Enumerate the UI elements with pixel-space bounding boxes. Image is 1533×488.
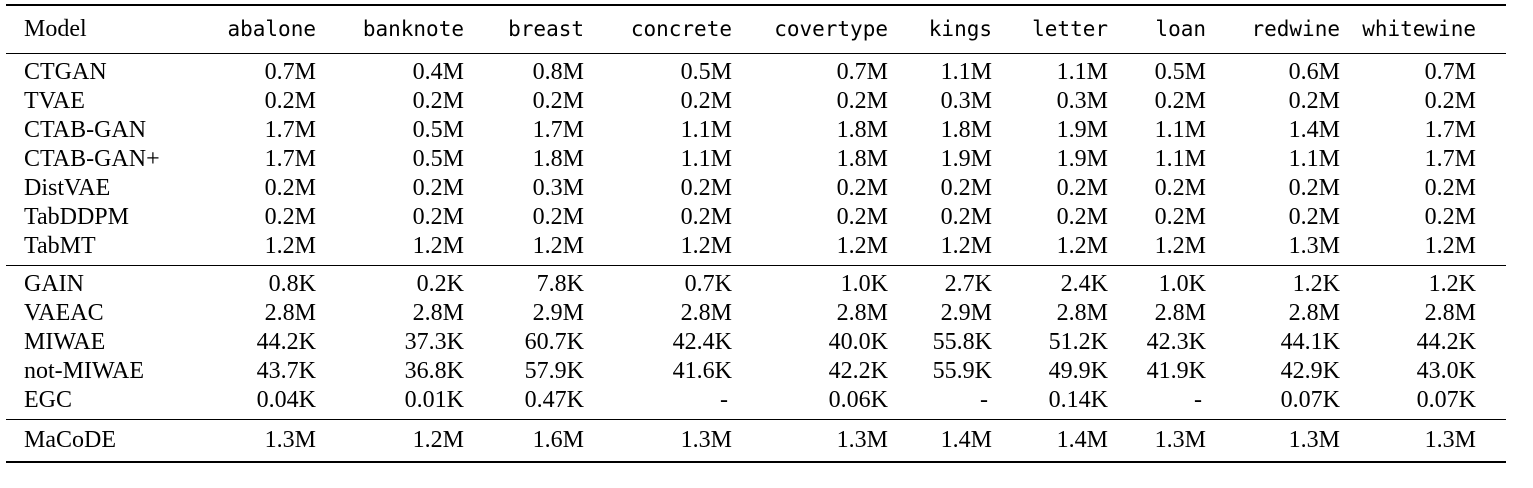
row-group-3 <box>6 420 1506 463</box>
value-cell-breast: 0.47K <box>464 386 584 420</box>
model-name-cell: DistVAE <box>24 175 111 201</box>
value-cell-concrete: 1.2M <box>584 232 732 266</box>
header-model: Model <box>6 5 176 54</box>
value-cell-abalone: 1.3M <box>176 420 316 463</box>
value-cell-whitewine: 1.3M <box>1340 420 1506 463</box>
value-cell-redwine: 1.3M <box>1206 232 1340 266</box>
table-row <box>6 328 1506 357</box>
value-cell-abalone: 0.2M <box>264 204 316 230</box>
value-cell-covertype: 1.3M <box>732 420 888 463</box>
value-cell-covertype: 0.2M <box>836 204 888 230</box>
value-cell-breast: 2.9M <box>532 300 584 326</box>
value-cell-covertype: 1.8M <box>836 146 888 172</box>
value-cell-covertype: 2.8M <box>836 300 888 326</box>
value-cell-abalone: 0.2M <box>264 88 316 114</box>
value-cell-redwine: 1.2K <box>1292 271 1340 297</box>
value-cell-concrete: 41.6K <box>672 358 732 384</box>
row-group-2 <box>6 266 1506 420</box>
value-cell-whitewine: 0.07K <box>1340 386 1506 420</box>
value-cell-letter: 1.4M <box>992 420 1108 463</box>
table-row <box>6 266 1506 300</box>
parameter-count-table-container <box>6 4 1506 463</box>
value-cell-breast: 57.9K <box>524 358 584 384</box>
value-cell-covertype: 1.0K <box>840 271 888 297</box>
value-cell-redwine: 0.2M <box>1288 88 1340 114</box>
value-cell-covertype: 0.2M <box>836 88 888 114</box>
value-cell-loan: 1.1M <box>1154 117 1206 143</box>
value-cell-kings: 1.4M <box>888 420 992 463</box>
value-cell-redwine: 0.07K <box>1206 386 1340 420</box>
value-cell-concrete: 1.1M <box>680 146 732 172</box>
parameter-count-table <box>6 4 1506 463</box>
value-cell-kings: 0.2M <box>940 204 992 230</box>
value-cell-letter: 2.4K <box>1060 271 1108 297</box>
value-cell-letter: 0.3M <box>1056 88 1108 114</box>
model-name-cell: VAEAC <box>24 300 104 326</box>
value-cell-banknote: 0.5M <box>412 117 464 143</box>
value-cell-loan: - <box>1108 386 1206 420</box>
value-cell-redwine: 0.2M <box>1288 175 1340 201</box>
value-cell-kings: 55.8K <box>932 329 992 355</box>
table-row <box>6 87 1506 116</box>
value-cell-breast: 1.7M <box>532 117 584 143</box>
model-name-cell: CTAB-GAN <box>24 117 147 143</box>
value-cell-banknote: 0.2M <box>412 204 464 230</box>
value-cell-breast: 0.8M <box>532 59 584 85</box>
value-cell-redwine: 44.1K <box>1280 329 1340 355</box>
header-concrete: concrete <box>584 5 732 54</box>
value-cell-breast: 0.2M <box>532 88 584 114</box>
value-cell-breast: 1.2M <box>464 232 584 266</box>
value-cell-concrete: 0.7K <box>684 271 732 297</box>
table-header <box>6 5 1506 54</box>
value-cell-breast: 60.7K <box>524 329 584 355</box>
value-cell-whitewine: 0.7M <box>1424 59 1476 85</box>
value-cell-covertype: 0.06K <box>732 386 888 420</box>
header-covertype: covertype <box>732 5 888 54</box>
value-cell-redwine: 1.1M <box>1288 146 1340 172</box>
value-cell-concrete: - <box>584 386 732 420</box>
header-breast: breast <box>464 5 584 54</box>
value-cell-letter: 0.2M <box>1056 175 1108 201</box>
value-cell-redwine: 1.4M <box>1288 117 1340 143</box>
value-cell-abalone: 1.7M <box>264 117 316 143</box>
value-cell-loan: 0.2M <box>1154 175 1206 201</box>
value-cell-abalone: 1.7M <box>264 146 316 172</box>
value-cell-covertype: 40.0K <box>828 329 888 355</box>
value-cell-banknote: 0.01K <box>316 386 464 420</box>
value-cell-loan: 1.0K <box>1158 271 1206 297</box>
value-cell-concrete: 0.2M <box>680 88 732 114</box>
value-cell-letter: 1.2M <box>992 232 1108 266</box>
table-row <box>6 54 1506 88</box>
value-cell-loan: 1.3M <box>1108 420 1206 463</box>
value-cell-letter: 1.9M <box>1056 146 1108 172</box>
value-cell-whitewine: 43.0K <box>1416 358 1476 384</box>
value-cell-loan: 41.9K <box>1146 358 1206 384</box>
table-row <box>6 232 1506 266</box>
value-cell-banknote: 0.2M <box>412 175 464 201</box>
value-cell-covertype: 1.2M <box>732 232 888 266</box>
table-row <box>6 357 1506 386</box>
value-cell-banknote: 0.2M <box>412 88 464 114</box>
value-cell-kings: 55.9K <box>932 358 992 384</box>
value-cell-banknote: 2.8M <box>412 300 464 326</box>
value-cell-concrete: 0.5M <box>680 59 732 85</box>
table-row <box>6 420 1506 463</box>
value-cell-concrete: 1.1M <box>680 117 732 143</box>
model-name-cell: EGC <box>6 386 176 420</box>
value-cell-whitewine: 44.2K <box>1416 329 1476 355</box>
value-cell-whitewine: 1.7M <box>1424 117 1476 143</box>
value-cell-breast: 0.2M <box>532 204 584 230</box>
value-cell-kings: 2.9M <box>940 300 992 326</box>
value-cell-abalone: 0.7M <box>264 59 316 85</box>
value-cell-letter: 51.2K <box>1048 329 1108 355</box>
value-cell-abalone: 0.8K <box>268 271 316 297</box>
model-name-cell: CTAB-GAN+ <box>24 146 160 172</box>
value-cell-breast: 0.3M <box>532 175 584 201</box>
value-cell-loan: 1.1M <box>1154 146 1206 172</box>
header-loan: loan <box>1108 5 1206 54</box>
value-cell-loan: 0.2M <box>1154 204 1206 230</box>
value-cell-kings: 1.2M <box>888 232 992 266</box>
header-redwine: redwine <box>1206 5 1340 54</box>
value-cell-breast: 1.8M <box>532 146 584 172</box>
value-cell-kings: 1.8M <box>940 117 992 143</box>
table-row <box>6 174 1506 203</box>
header-letter: letter <box>992 5 1108 54</box>
value-cell-letter: 1.1M <box>1056 59 1108 85</box>
value-cell-kings: 0.3M <box>940 88 992 114</box>
table-row <box>6 386 1506 420</box>
value-cell-loan: 0.5M <box>1154 59 1206 85</box>
value-cell-abalone: 2.8M <box>264 300 316 326</box>
model-name-cell: CTGAN <box>24 59 107 85</box>
table-row <box>6 145 1506 174</box>
value-cell-kings: 0.2M <box>940 175 992 201</box>
value-cell-banknote: 1.2M <box>316 420 464 463</box>
header-banknote: banknote <box>316 5 464 54</box>
value-cell-covertype: 0.2M <box>836 175 888 201</box>
value-cell-whitewine: 0.2M <box>1424 88 1476 114</box>
model-name-cell: GAIN <box>24 271 84 297</box>
row-group-1 <box>6 54 1506 266</box>
value-cell-abalone: 0.2M <box>264 175 316 201</box>
value-cell-loan: 2.8M <box>1154 300 1206 326</box>
value-cell-redwine: 2.8M <box>1288 300 1340 326</box>
value-cell-banknote: 36.8K <box>404 358 464 384</box>
value-cell-letter: 49.9K <box>1048 358 1108 384</box>
value-cell-loan: 0.2M <box>1154 88 1206 114</box>
header-row <box>6 5 1506 54</box>
table-row <box>6 116 1506 145</box>
value-cell-redwine: 0.2M <box>1288 204 1340 230</box>
value-cell-whitewine: 2.8M <box>1424 300 1476 326</box>
value-cell-kings: 2.7K <box>944 271 992 297</box>
value-cell-kings: 1.1M <box>940 59 992 85</box>
value-cell-concrete: 2.8M <box>680 300 732 326</box>
value-cell-redwine: 1.3M <box>1206 420 1340 463</box>
value-cell-whitewine: 1.2K <box>1428 271 1476 297</box>
value-cell-loan: 1.2M <box>1108 232 1206 266</box>
value-cell-banknote: 0.4M <box>412 59 464 85</box>
value-cell-abalone: 43.7K <box>256 358 316 384</box>
value-cell-abalone: 44.2K <box>256 329 316 355</box>
value-cell-kings: - <box>888 386 992 420</box>
value-cell-concrete: 42.4K <box>672 329 732 355</box>
header-whitewine: whitewine <box>1340 5 1506 54</box>
value-cell-letter: 0.2M <box>1056 204 1108 230</box>
value-cell-banknote: 37.3K <box>404 329 464 355</box>
table-row <box>6 299 1506 328</box>
value-cell-kings: 1.9M <box>940 146 992 172</box>
value-cell-covertype: 42.2K <box>828 358 888 384</box>
value-cell-redwine: 42.9K <box>1280 358 1340 384</box>
value-cell-concrete: 0.2M <box>680 175 732 201</box>
header-kings: kings <box>888 5 992 54</box>
value-cell-letter: 1.9M <box>1056 117 1108 143</box>
value-cell-whitewine: 1.7M <box>1424 146 1476 172</box>
value-cell-covertype: 0.7M <box>836 59 888 85</box>
model-name-cell: TabDDPM <box>24 204 129 230</box>
value-cell-whitewine: 0.2M <box>1424 175 1476 201</box>
value-cell-covertype: 1.8M <box>836 117 888 143</box>
model-name-cell: MIWAE <box>24 329 106 355</box>
value-cell-letter: 0.14K <box>992 386 1108 420</box>
value-cell-banknote: 0.2K <box>416 271 464 297</box>
value-cell-breast: 1.6M <box>464 420 584 463</box>
value-cell-whitewine: 1.2M <box>1340 232 1506 266</box>
value-cell-banknote: 1.2M <box>316 232 464 266</box>
value-cell-abalone: 1.2M <box>176 232 316 266</box>
value-cell-loan: 42.3K <box>1146 329 1206 355</box>
model-name-cell: TabMT <box>6 232 176 266</box>
value-cell-redwine: 0.6M <box>1288 59 1340 85</box>
value-cell-letter: 2.8M <box>1056 300 1108 326</box>
table-row <box>6 203 1506 232</box>
value-cell-concrete: 0.2M <box>680 204 732 230</box>
model-name-cell: MaCoDE <box>6 420 176 463</box>
header-abalone: abalone <box>176 5 316 54</box>
value-cell-banknote: 0.5M <box>412 146 464 172</box>
value-cell-whitewine: 0.2M <box>1424 204 1476 230</box>
model-name-cell: not-MIWAE <box>24 358 144 384</box>
model-name-cell: TVAE <box>24 88 85 114</box>
value-cell-breast: 7.8K <box>536 271 584 297</box>
value-cell-abalone: 0.04K <box>176 386 316 420</box>
value-cell-concrete: 1.3M <box>584 420 732 463</box>
